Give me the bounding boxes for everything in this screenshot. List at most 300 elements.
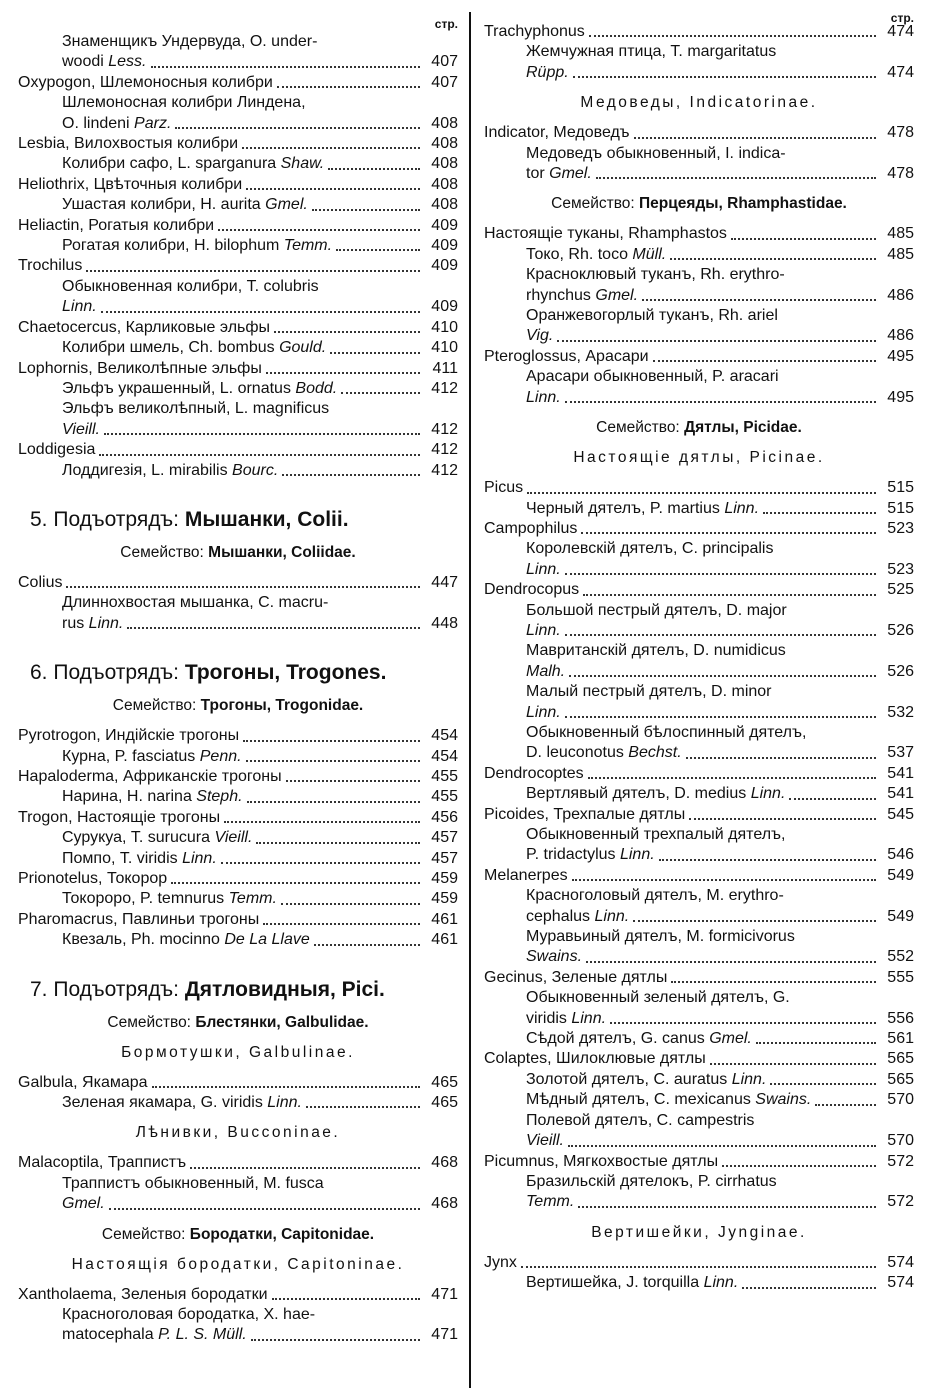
- page-number: 468: [431, 1154, 458, 1172]
- dot-leader: [742, 1287, 876, 1289]
- entry-text: Золотой дятелъ, C. auratus Linn.: [526, 1070, 767, 1088]
- dot-leader: [671, 981, 876, 983]
- page-number: 486: [887, 327, 914, 345]
- dot-leader: [266, 372, 420, 374]
- left-index-entry: [18, 32, 458, 73]
- right-index-entry: [484, 1090, 914, 1110]
- right-index-entry: [484, 499, 914, 519]
- right-index-entry: [484, 1111, 914, 1152]
- dot-leader: [312, 209, 420, 211]
- dot-leader: [710, 1063, 876, 1065]
- entry-text: Квезаль, Ph. mocinno De La Llave: [62, 931, 310, 949]
- dot-leader: [263, 923, 420, 925]
- left-index-entry: [18, 134, 458, 154]
- entry-text: Lesbia, Вилохвостыя колибри: [18, 135, 239, 153]
- entry-text: Xantholaema, Зеленыя бородатки: [18, 1285, 268, 1303]
- left-index-entry: [18, 440, 458, 460]
- dot-leader: [282, 474, 420, 476]
- page-number: 565: [887, 1050, 914, 1068]
- right-index-entry: [484, 866, 914, 886]
- page-number: 570: [887, 1132, 914, 1150]
- entry-text: Pyrotrogon, Индійскіе трогоны: [18, 727, 240, 745]
- page-number: 561: [887, 1030, 914, 1048]
- dot-leader: [557, 340, 876, 342]
- dot-leader: [251, 1339, 420, 1341]
- left-index-entry: [18, 573, 458, 593]
- dot-leader: [224, 821, 420, 823]
- page-number: 471: [431, 1285, 458, 1303]
- dot-leader: [770, 1083, 876, 1085]
- dot-leader: [246, 188, 420, 190]
- right-index-entry: [484, 1049, 914, 1069]
- dot-leader: [789, 798, 876, 800]
- page-number: 455: [431, 788, 458, 806]
- entry-text: Красноклювый туканъ, Rh. erythro-: [526, 266, 785, 284]
- left-index-entry: [18, 593, 458, 634]
- entry-text: Trochilus: [18, 257, 83, 275]
- entry-text: Dendrocopus: [484, 581, 580, 599]
- right-index-entry: [484, 224, 914, 244]
- page-number: 456: [431, 808, 458, 826]
- page-number: 448: [431, 614, 458, 632]
- entry-text: Chaetocercus, Карликовые эльфы: [18, 318, 271, 336]
- entry-text: Знаменщикъ Ундервуда, O. under-: [62, 33, 318, 50]
- left-index-entry: [18, 849, 458, 869]
- page-number: 474: [887, 63, 914, 81]
- dot-leader: [104, 433, 420, 435]
- page-number: 526: [887, 621, 914, 639]
- dot-leader: [578, 1206, 876, 1208]
- entry-text: viridis Linn.: [526, 1009, 607, 1027]
- page-number: 555: [887, 968, 914, 986]
- right-index-entry: [484, 968, 914, 988]
- entry-text: Loddigesia: [18, 441, 96, 459]
- dot-leader: [527, 492, 876, 494]
- right-index-entry: [484, 886, 914, 927]
- right-index-entry: [484, 784, 914, 804]
- dot-leader: [175, 127, 420, 129]
- subfamily-heading: Настоящіе дятлы, Picinae.: [573, 449, 825, 467]
- page-number: 408: [431, 135, 458, 153]
- dot-leader: [670, 258, 876, 260]
- entry-text: Linn.: [526, 703, 561, 721]
- entry-text: Эльфъ украшенный, L. ornatus Bodd.: [62, 379, 338, 397]
- dot-leader: [109, 1208, 420, 1210]
- page-number: 523: [887, 560, 914, 578]
- dot-leader: [653, 360, 876, 362]
- right-index-entry: [484, 1152, 914, 1172]
- dot-leader: [686, 757, 876, 759]
- entry-text: Galbula, Якамара: [18, 1073, 148, 1091]
- entry-text: Hapaloderma, Африканскіе трогоны: [18, 767, 282, 785]
- right-index-entry: [484, 478, 914, 498]
- page-number: 495: [887, 347, 914, 365]
- dot-leader: [330, 352, 420, 354]
- page-number: 485: [887, 225, 914, 243]
- page-number: 465: [431, 1094, 458, 1112]
- entry-text: Rüpp.: [526, 63, 569, 81]
- left-index-entry: [18, 828, 458, 848]
- entry-text: Linn.: [526, 388, 561, 406]
- page-number: 572: [887, 1193, 914, 1211]
- entry-text: Обыкновенная колибри, T. colubris: [62, 277, 319, 295]
- dot-leader: [521, 1266, 876, 1268]
- left-index-entry: [18, 256, 458, 276]
- entry-text: Trogon, Настоящіе трогоны: [18, 808, 221, 826]
- left-index-entry: [18, 869, 458, 889]
- dot-leader: [286, 780, 420, 782]
- entry-text: Длиннохвостая мышанка, C. macru-: [62, 594, 329, 612]
- entry-text: Heliothrix, Цвѣточныя колибри: [18, 175, 243, 193]
- page-number: 410: [431, 318, 458, 336]
- left-index-entry: [18, 277, 458, 318]
- family-heading: Семейство: Дятлы, Picidae.: [596, 419, 802, 437]
- page-number: 549: [887, 907, 914, 925]
- page-number: 409: [431, 298, 458, 316]
- right-index-entry: [484, 1273, 914, 1293]
- entry-text: Большой пестрый дятелъ, D. major: [526, 601, 787, 619]
- suborder-heading: 5. Подъотрядъ: Мышанки, Colii.: [30, 507, 349, 531]
- right-index-entry: [484, 265, 914, 306]
- dot-leader: [722, 1165, 876, 1167]
- entry-text: Обыкновенный трехпалый дятелъ,: [526, 826, 786, 843]
- entry-text: rus Linn.: [62, 614, 124, 632]
- page-number: 515: [887, 499, 914, 517]
- entry-text: Colaptes, Шилоклювые дятлы: [484, 1050, 706, 1068]
- page-number: 532: [887, 703, 914, 721]
- page-number: 455: [431, 767, 458, 785]
- dot-leader: [589, 35, 876, 37]
- page-number: 461: [431, 910, 458, 928]
- entry-text: Melanerpes: [484, 866, 568, 884]
- page-number: 474: [887, 23, 914, 40]
- page-number: 541: [887, 764, 914, 782]
- column-divider: [469, 12, 471, 1388]
- dot-leader: [281, 903, 420, 905]
- page-number: 486: [887, 286, 914, 304]
- right-index-entry: [484, 1029, 914, 1049]
- page-number: 412: [431, 420, 458, 438]
- page-number: 447: [431, 573, 458, 591]
- page-number: 572: [887, 1152, 914, 1170]
- entry-text: Эльфъ великолѣпный, L. magnificus: [62, 400, 330, 418]
- dot-leader: [218, 229, 420, 231]
- left-index-entry: [18, 73, 458, 93]
- right-index-entry: [484, 539, 914, 580]
- page-number: 409: [431, 216, 458, 234]
- dot-leader: [565, 634, 876, 636]
- right-index-entry: [484, 519, 914, 539]
- page-number: 407: [431, 53, 458, 71]
- entry-text: Нарина, H. narina Steph.: [62, 788, 243, 806]
- family-heading: Семейство: Трогоны, Trogonidae.: [112, 697, 364, 715]
- dot-leader: [565, 401, 876, 403]
- entry-text: Dendrocoptes: [484, 764, 584, 782]
- dot-leader: [633, 920, 876, 922]
- dot-leader: [243, 740, 420, 742]
- left-index-entry: [18, 338, 458, 358]
- suborder-heading: 7. Подъотрядъ: Дятловидныя, Pici.: [30, 977, 385, 1001]
- family-heading: Семейство: Мышанки, Coliidae.: [120, 543, 356, 561]
- entry-text: Linn.: [62, 298, 97, 316]
- dot-leader: [221, 862, 420, 864]
- entry-text: Бразильскій дятелокъ, P. cirrhatus: [526, 1172, 777, 1190]
- page-number: 471: [431, 1326, 458, 1344]
- right-index-entry: [484, 988, 914, 1029]
- right-index-entry: [484, 22, 914, 42]
- page-number: 409: [431, 237, 458, 255]
- dot-leader: [583, 594, 876, 596]
- left-column: [18, 16, 458, 1346]
- dot-leader: [659, 859, 876, 861]
- family-heading: Семейство: Перцеяды, Rhamphastidae.: [551, 195, 847, 213]
- page-number: 411: [432, 359, 458, 377]
- entry-text: Trachyphonus: [484, 23, 585, 40]
- page-number: 468: [431, 1195, 458, 1213]
- left-index-entry: [18, 318, 458, 338]
- dot-leader: [127, 627, 420, 629]
- page-number: 546: [887, 846, 914, 864]
- page-number: 478: [887, 165, 914, 183]
- page-number: 459: [431, 870, 458, 887]
- entry-text: Помпо, T. viridis Linn.: [62, 849, 217, 867]
- dot-leader: [588, 777, 876, 779]
- entry-text: Токороро, P. temnurus Temm.: [62, 890, 277, 908]
- dot-leader: [565, 716, 876, 718]
- page-number: 412: [431, 461, 458, 479]
- dot-leader: [573, 76, 876, 78]
- page-number: 408: [431, 114, 458, 132]
- right-index-entry: [484, 825, 914, 866]
- left-index-entry: [18, 747, 458, 767]
- dot-leader: [756, 1042, 876, 1044]
- dot-leader: [731, 238, 876, 240]
- right-index-entry: [484, 1253, 914, 1273]
- entry-text: Колибри сафо, L. sparganura Shaw.: [62, 155, 325, 173]
- entry-text: Зеленая якамара, G. viridis Linn.: [62, 1094, 302, 1112]
- dot-leader: [328, 168, 420, 170]
- entry-text: Malh.: [526, 662, 566, 680]
- dot-leader: [634, 137, 876, 139]
- page-number: 556: [887, 1009, 914, 1027]
- left-index-entry: [18, 359, 458, 379]
- page-number: 537: [887, 744, 914, 762]
- entry-text: Красноголовый дятелъ, M. erythro-: [526, 887, 784, 905]
- entry-text: Temm.: [526, 1193, 575, 1211]
- entry-text: Campophilus: [484, 519, 578, 537]
- entry-text: Pteroglossus, Арасари: [484, 347, 649, 365]
- left-index-entry: [18, 910, 458, 930]
- dot-leader: [247, 801, 420, 803]
- page-number: 523: [887, 519, 914, 537]
- dot-leader: [190, 1167, 420, 1169]
- left-index-entry: [18, 808, 458, 828]
- entry-text: Swains.: [526, 948, 583, 966]
- page-number: 570: [887, 1091, 914, 1109]
- entry-text: Мѣдный дятелъ, C. mexicanus Swains.: [526, 1091, 812, 1109]
- entry-text: Обыкновенный зеленый дятелъ, G.: [526, 989, 790, 1007]
- entry-text: Linn.: [526, 560, 561, 578]
- entry-text: Vig.: [526, 327, 554, 345]
- entry-text: Настоящіе туканы, Rhamphastos: [484, 225, 727, 243]
- page-number: 459: [431, 890, 458, 908]
- dot-leader: [152, 1086, 420, 1088]
- page-number: 409: [431, 257, 458, 275]
- dot-leader: [689, 818, 876, 820]
- page-number: 525: [887, 581, 914, 599]
- dot-leader: [596, 177, 876, 179]
- entry-text: Ушастая колибри, H. aurita Gmel.: [62, 196, 308, 214]
- subfamily-heading: Бормотушки, Galbulinae.: [121, 1043, 355, 1061]
- dot-leader: [565, 573, 876, 575]
- entry-text: Jynx: [484, 1253, 517, 1271]
- entry-text: Полевой дятелъ, C. campestris: [526, 1111, 755, 1129]
- left-index-entry: [18, 175, 458, 195]
- entry-text: Вертлявый дятелъ, D. medius Linn.: [526, 785, 786, 803]
- dot-leader: [314, 944, 420, 946]
- entry-text: Oxypogon, Шлемоносныя колибри: [18, 73, 273, 91]
- dot-leader: [66, 586, 420, 588]
- entry-text: Обыкновенный бѣлоспинный дятелъ,: [526, 723, 807, 741]
- page-number: 552: [887, 948, 914, 966]
- left-index-entry: [18, 461, 458, 481]
- entry-text: Priоnotelus, Токорор: [18, 870, 168, 887]
- left-index-entry: [18, 216, 458, 236]
- page-number: 574: [887, 1274, 914, 1292]
- entry-text: Picumnus, Мягкохвостые дятлы: [484, 1152, 719, 1170]
- family-heading: Семейство: Блестянки, Galbulidae.: [107, 1013, 369, 1031]
- dot-leader: [99, 454, 420, 456]
- page-number: 485: [887, 245, 914, 263]
- left-index-entry: [18, 1174, 458, 1215]
- right-index-entry: [484, 245, 914, 265]
- dot-leader: [568, 1145, 876, 1147]
- left-index-entry: [18, 1153, 458, 1173]
- page-number: 454: [431, 747, 458, 765]
- right-index-entry: [484, 42, 914, 83]
- entry-text: Lophornis, Великолѣпные эльфы: [18, 359, 262, 377]
- right-index-entry: [484, 601, 914, 642]
- dot-leader: [610, 1022, 876, 1024]
- entry-text: Курна, P. fasciatus Penn.: [62, 747, 242, 765]
- dot-leader: [763, 512, 876, 514]
- page-column-label-right: стр.: [890, 11, 914, 25]
- page-number: 574: [887, 1253, 914, 1271]
- entry-text: Vieill.: [62, 420, 100, 438]
- right-index-entry: [484, 580, 914, 600]
- entry-text: rhynchus Gmel.: [526, 286, 639, 304]
- dot-leader: [171, 882, 420, 884]
- entry-text: Малый пестрый дятелъ, D. minor: [526, 683, 772, 701]
- subfamily-heading: Лѣнивки, Bucconinae.: [135, 1124, 341, 1142]
- left-index-entry: [18, 1305, 458, 1346]
- page-number: 408: [431, 155, 458, 173]
- left-entries: [18, 32, 458, 1346]
- dot-leader: [86, 270, 420, 272]
- entry-text: Колибри шмель, Ch. bombus Gould.: [62, 339, 327, 357]
- page-number: 410: [431, 339, 458, 357]
- right-index-entry: [484, 367, 914, 408]
- page-number: 549: [887, 866, 914, 884]
- dot-leader: [336, 249, 420, 251]
- page-number: 454: [431, 727, 458, 745]
- entry-text: Gecinus, Зеленые дятлы: [484, 968, 668, 986]
- suborder-heading: 6. Подъотрядъ: Трогоны, Trogones.: [30, 661, 387, 685]
- page-number: 457: [431, 849, 458, 867]
- left-index-entry: [18, 1093, 458, 1113]
- entry-text: Malacoptila, Траппистъ: [18, 1154, 187, 1172]
- entry-text: Траппистъ обыкновенный, M. fusca: [62, 1174, 324, 1192]
- dot-leader: [642, 299, 876, 301]
- left-index-entry: [18, 195, 458, 215]
- dot-leader: [277, 86, 420, 88]
- dot-leader: [341, 392, 420, 394]
- dot-leader: [151, 66, 421, 68]
- left-index-entry: [18, 1073, 458, 1093]
- entry-text: Королевскій дятелъ, C. principalis: [526, 540, 774, 558]
- right-index-entry: [484, 144, 914, 185]
- left-index-entry: [18, 767, 458, 787]
- left-index-entry: [18, 379, 458, 399]
- left-index-entry: [18, 93, 458, 134]
- dot-leader: [569, 675, 876, 677]
- entry-text: Picoides, Трехпалые дятлы: [484, 805, 686, 823]
- page-number: 408: [431, 196, 458, 214]
- page-number: 515: [887, 479, 914, 497]
- right-index-entry: [484, 306, 914, 347]
- entry-text: Шлемоносная колибри Линдена,: [62, 94, 306, 112]
- page-number: 565: [887, 1070, 914, 1088]
- right-index-entry: [484, 641, 914, 682]
- page-number: 457: [431, 829, 458, 847]
- subfamily-heading: Настоящія бородатки, Capitoninae.: [71, 1255, 405, 1273]
- page-number: 461: [431, 931, 458, 949]
- entry-text: Heliactin, Рогатыя колибри: [18, 216, 215, 234]
- left-index-entry: [18, 726, 458, 746]
- subfamily-heading: Вертишейки, Jynginae.: [591, 1223, 807, 1241]
- page-number: 412: [431, 441, 458, 459]
- entry-text: Оранжевогорлый туканъ, Rh. ariel: [526, 307, 778, 325]
- dot-leader: [815, 1104, 876, 1106]
- page-number: 526: [887, 662, 914, 680]
- left-index-entry: [18, 236, 458, 256]
- entry-text: woodi Less.: [62, 53, 147, 71]
- page-number: 545: [887, 805, 914, 823]
- subfamily-heading: Медоведы, Indicatorinae.: [580, 94, 818, 112]
- entry-text: Vieill.: [526, 1132, 564, 1150]
- entry-text: Черный дятелъ, P. martius Linn.: [526, 499, 760, 517]
- right-index-entry: [484, 682, 914, 723]
- right-column: [484, 11, 914, 1294]
- family-heading: Семейство: Бородатки, Capitonidae.: [101, 1225, 375, 1243]
- dot-leader: [246, 760, 420, 762]
- entry-text: cephalus Linn.: [526, 907, 630, 925]
- entry-text: Токо, Rh. toco Müll.: [526, 245, 667, 263]
- dot-leader: [306, 1106, 420, 1108]
- page-number: 495: [887, 388, 914, 406]
- left-index-entry: [18, 930, 458, 950]
- right-index-entry: [484, 764, 914, 784]
- dot-leader: [581, 532, 876, 534]
- entry-text: Красноголовая бородатка, X. hae-: [62, 1306, 316, 1324]
- dot-leader: [256, 842, 420, 844]
- dot-leader: [242, 147, 420, 149]
- entry-text: Сурукуа, T. surucura Vieill.: [62, 829, 253, 847]
- entry-text: Вертишейка, J. torquilla Linn.: [526, 1274, 739, 1292]
- entry-text: Indicator, Медоведъ: [484, 124, 630, 142]
- dot-leader: [272, 1298, 420, 1300]
- left-index-entry: [18, 399, 458, 440]
